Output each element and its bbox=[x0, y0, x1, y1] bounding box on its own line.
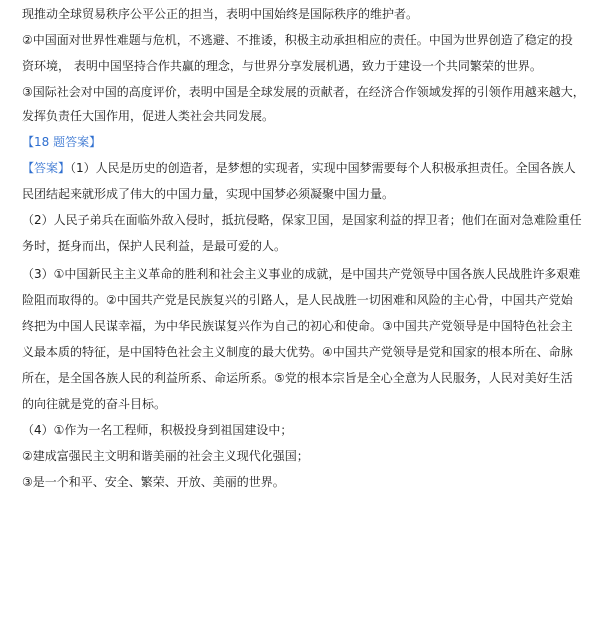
text-line: 险阻而取得的。②中国共产党是民族复兴的引路人，是人民战胜一切困难和风险的主心骨，中国共产党始 bbox=[22, 293, 573, 307]
text-line: 的向往就是党的奋斗目标。 bbox=[22, 397, 167, 411]
text-line: 民团结起来就形成了伟大的中国力量，实现中国梦必须凝聚中国力量。 bbox=[22, 187, 395, 201]
text-line: ③国际社会对中国的高度评价，表明中国是全球发展的贡献者，在经济合作领域发挥的引领作用越来越大， bbox=[22, 85, 585, 99]
answer-first-line bbox=[22, 160, 576, 176]
text-line: 义最本质的特征，是中国特色社会主义制度的最大优势。④中国共产党领导是党和国家的根本所在、命脉 bbox=[22, 345, 573, 359]
text-line: 现推动全球贸易秩序公平公正的担当，表明中国始终是国际秩序的维护者。 bbox=[22, 7, 419, 21]
text-line: 所在，是全国各族人民的利益所系、命运所系。⑤党的根本宗旨是全心全意为人民服务，人民对美好生活 bbox=[22, 371, 573, 385]
answer-tag: 【答案】 bbox=[22, 161, 71, 175]
text-line: （2）人民子弟兵在面临外敌入侵时，抵抗侵略，保家卫国，是国家利益的捍卫者；他们在面对急难险重任 bbox=[22, 213, 582, 227]
text-line: 资环境， 表明中国坚持合作共赢的理念，与世界分享发展机遇，致力于建设一个共同繁荣的世界。 bbox=[22, 59, 542, 73]
text-line: （1）人民是历史的创造者，是梦想的实现者，实现中国梦需要每个人积极承担责任。全国各族人 bbox=[70, 161, 576, 175]
text-line: 发挥负责任大国作用，促进人类社会共同发展。 bbox=[22, 109, 275, 123]
text-line: （4）①作为一名工程师，积极投身到祖国建设中； bbox=[22, 423, 293, 437]
text-line: ③是一个和平、安全、繁荣、开放、美丽的世界。 bbox=[22, 475, 285, 489]
text-line: （3）①中国新民主主义革命的胜利和社会主义事业的成就，是中国共产党领导中国各族人民战胜许多艰难 bbox=[22, 267, 581, 281]
text-line: 终把为中国人民谋幸福，为中华民族谋复兴作为自己的初心和使命。③中国共产党领导是中国特色社会主 bbox=[22, 319, 573, 333]
question-heading: 【18 题答案】 bbox=[22, 135, 102, 149]
text-line: 务时，挺身而出，保护人民利益，是最可爱的人。 bbox=[22, 239, 287, 253]
text-line: ②中国面对世界性难题与危机，不逃避、不推诿，积极主动承担相应的责任。中国为世界创造了稳定的投 bbox=[22, 33, 573, 47]
text-line: ②建成富强民主文明和谐美丽的社会主义现代化强国； bbox=[22, 449, 309, 463]
